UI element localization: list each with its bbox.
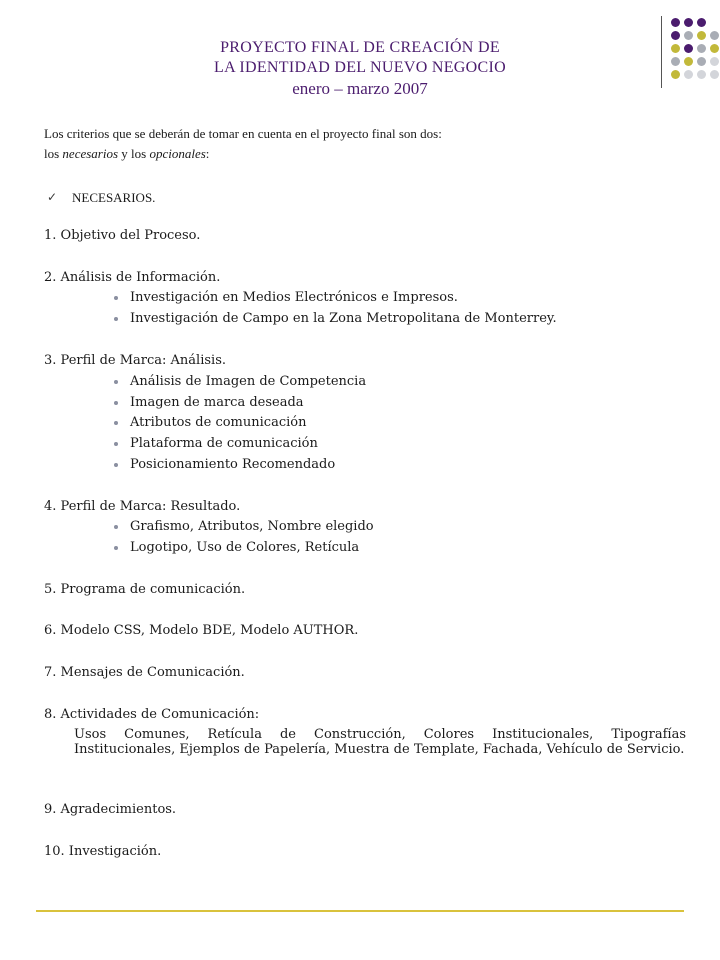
intro-text: : bbox=[205, 146, 210, 161]
bullet-icon bbox=[114, 463, 118, 467]
sub-list-item bbox=[130, 457, 335, 472]
list-item: 5. Programa de comunicación. bbox=[44, 582, 246, 597]
checkmark-icon: ✓ bbox=[47, 190, 58, 204]
bullet-icon bbox=[114, 401, 118, 405]
list-item: 7. Mensajes de Comunicación. bbox=[44, 665, 245, 680]
sub-item-text: Posicionamiento Recomendado bbox=[130, 457, 336, 472]
list-item: 3. Perfil de Marca: Análisis. bbox=[44, 353, 226, 368]
section-heading: NECESARIOS. bbox=[72, 190, 156, 205]
bullet-icon bbox=[114, 380, 118, 384]
title-line-1: PROYECTO FINAL DE CREACIÓN DE bbox=[220, 39, 500, 56]
sub-list-item bbox=[130, 290, 458, 305]
page-title bbox=[0, 38, 720, 100]
list-item: 8. Actividades de Comunicación: bbox=[44, 707, 260, 722]
sub-item-text: Grafismo, Atributos, Nombre elegido bbox=[130, 519, 374, 534]
intro-text: y los bbox=[118, 146, 150, 161]
sub-item-text: Investigación en Medios Electrónicos e Impresos. bbox=[130, 290, 458, 305]
title-date: enero – marzo 2007 bbox=[292, 79, 428, 98]
footer-divider bbox=[36, 910, 684, 912]
list-item: 4. Perfil de Marca: Resultado. bbox=[44, 499, 241, 514]
bullet-icon bbox=[114, 546, 118, 550]
intro-emphasis-necesarios: necesarios bbox=[62, 146, 119, 161]
bullet-icon bbox=[114, 525, 118, 529]
title-line-2: LA IDENTIDAD DEL NUEVO NEGOCIO bbox=[214, 59, 506, 76]
sub-list-item bbox=[130, 415, 306, 430]
list-item-description: Usos Comunes, Retícula de Construcción, Colores Institucionales, Tipografías Institucionales, Ejemplos de Papelería, Muestra de Template, Fachada, Vehículo de Servicio. bbox=[74, 727, 686, 757]
sub-item-text: Investigación de Campo en la Zona Metropolitana de Monterrey. bbox=[130, 311, 557, 326]
list-item: 10. Investigación. bbox=[44, 844, 162, 859]
sub-item-text: Logotipo, Uso de Colores, Retícula bbox=[130, 540, 360, 555]
sub-item-text: Plataforma de comunicación bbox=[130, 436, 318, 451]
bullet-icon bbox=[114, 421, 118, 425]
dot bbox=[671, 18, 680, 27]
sub-list-item bbox=[130, 540, 359, 555]
sub-list-item bbox=[130, 436, 318, 451]
sub-item-text: Análisis de Imagen de Competencia bbox=[130, 374, 367, 389]
dot bbox=[684, 18, 693, 27]
sub-list-item bbox=[130, 395, 304, 410]
list-item: 6. Modelo CSS, Modelo BDE, Modelo AUTHOR. bbox=[44, 623, 359, 638]
sub-list-item bbox=[130, 374, 366, 389]
intro-emphasis-opcionales: opcionales bbox=[149, 146, 206, 161]
intro-text: los bbox=[44, 146, 63, 161]
bullet-icon bbox=[114, 317, 118, 321]
sub-item-text: Imagen de marca deseada bbox=[130, 395, 304, 410]
intro-paragraph bbox=[44, 124, 442, 164]
list-item: 9. Agradecimientos. bbox=[44, 802, 177, 817]
bullet-icon bbox=[114, 442, 118, 446]
sub-item-text: Atributos de comunicación bbox=[130, 415, 307, 430]
intro-line-2 bbox=[44, 144, 442, 164]
list-item: 2. Análisis de Información. bbox=[44, 270, 221, 285]
sub-list-item bbox=[130, 311, 557, 326]
intro-line-1: Los criterios que se deberán de tomar en cuenta en el proyecto final son dos: bbox=[44, 126, 442, 141]
dot bbox=[697, 18, 706, 27]
bullet-icon bbox=[114, 296, 118, 300]
list-item: 1. Objetivo del Proceso. bbox=[44, 228, 201, 243]
sub-list-item bbox=[130, 519, 374, 534]
